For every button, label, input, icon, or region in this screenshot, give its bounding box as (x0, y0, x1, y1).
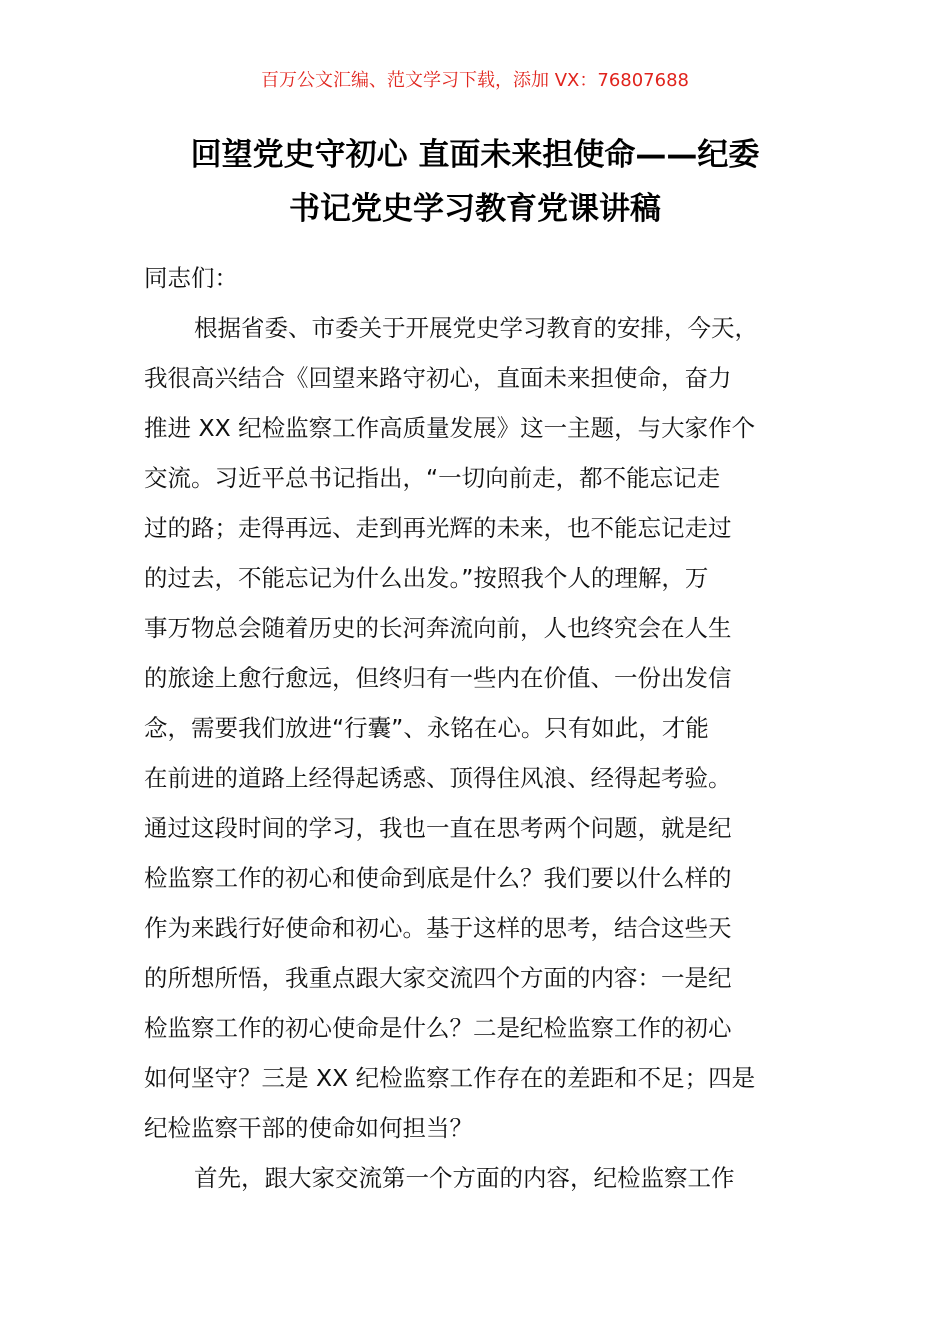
paragraph-line: 推进 XX 纪检监察工作高质量发展》这一主题，与大家作个 (144, 414, 756, 442)
paragraph-line: 的所想所悟，我重点跟大家交流四个方面的内容：一是纪 (144, 964, 732, 992)
paragraph-line: 我很高兴结合《回望来路守初心，直面未来担使命，奋力 (144, 364, 732, 392)
header-watermark-note: 百万公文汇编、范文学习下载，添加 VX：76807688 (261, 70, 689, 91)
paragraph-line: 作为来践行好使命和初心。基于这样的思考，结合这些天 (144, 914, 732, 942)
paragraph-line: 纪检监察干部的使命如何担当？ (144, 1114, 473, 1142)
paragraph-line: 检监察工作的初心使命是什么？二是纪检监察工作的初心 (144, 1014, 732, 1042)
salutation: 同志们： (144, 264, 238, 292)
paragraph-line: 的旅途上愈行愈远，但终归有一些内在价值、一份出发信 (144, 664, 732, 692)
paragraph-line: 过的路；走得再远、走到再光辉的未来，也不能忘记走过 (144, 514, 732, 542)
title-line-1: 回望党史守初心 直面未来担使命——纪委 (190, 137, 760, 173)
paragraph-line: 检监察工作的初心和使命到底是什么？我们要以什么样的 (144, 864, 732, 892)
paragraph-line: 首先，跟大家交流第一个方面的内容，纪检监察工作 (194, 1164, 735, 1192)
paragraph-line: 根据省委、市委关于开展党史学习教育的安排，今天， (194, 314, 758, 342)
paragraph-line: 通过这段时间的学习，我也一直在思考两个问题，就是纪 (144, 814, 732, 842)
paragraph-line: 念，需要我们放进“行囊”、永铭在心。只有如此，才能 (144, 714, 709, 742)
document-title (120, 128, 830, 236)
title-line-2: 书记党史学习教育党课讲稿 (289, 191, 661, 227)
paragraph-line: 交流。习近平总书记指出，“一切向前走，都不能忘记走 (144, 464, 721, 492)
paragraph-line: 如何坚守？三是 XX 纪检监察工作存在的差距和不足；四是 (144, 1064, 756, 1092)
paragraph-line: 的过去，不能忘记为什么出发。”按照我个人的理解，万 (144, 564, 709, 592)
paragraph-line: 事万物总会随着历史的长河奔流向前，人也终究会在人生 (144, 614, 732, 642)
paragraph-line: 在前进的道路上经得起诱惑、顶得住风浪、经得起考验。 (144, 764, 732, 792)
document-body (144, 253, 809, 1203)
